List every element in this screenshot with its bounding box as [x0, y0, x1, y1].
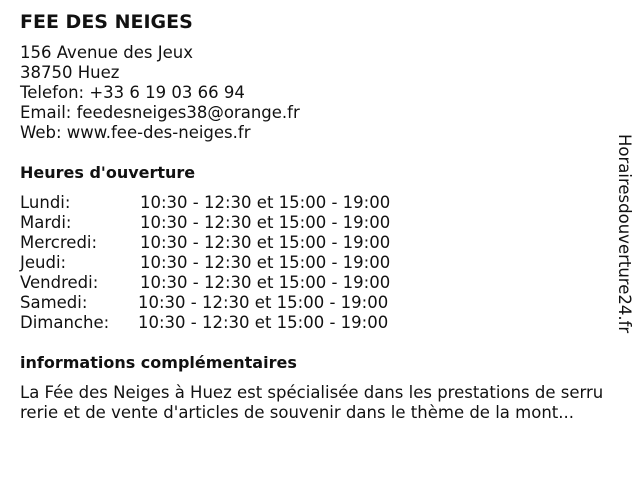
hours-heading: Heures d'ouverture	[20, 163, 196, 182]
web-text: Web: www.fee-des-neiges.fr	[20, 123, 251, 142]
phone-text: Telefon: +33 6 19 03 66 94	[20, 83, 245, 102]
time-range: 10:30 - 12:30 et 15:00 - 19:00	[140, 253, 391, 272]
business-name: FEE DES NEIGES	[20, 11, 193, 33]
day-label: Dimanche:	[20, 313, 110, 332]
time-range: 10:30 - 12:30 et 15:00 - 19:00	[138, 293, 389, 312]
day-label: Lundi:	[20, 193, 71, 212]
address-city: 38750 Huez	[20, 63, 120, 82]
description-line: La Fée des Neiges à Huez est spécialisée dans les prestations de serru	[20, 383, 604, 402]
time-range: 10:30 - 12:30 et 15:00 - 19:00	[138, 313, 389, 332]
email-text: Email: feedesneiges38@orange.fr	[20, 103, 300, 122]
contact-block	[20, 43, 300, 143]
time-range: 10:30 - 12:30 et 15:00 - 19:00	[140, 213, 391, 232]
description-line: rerie et de vente d'articles de souvenir dans le thème de la mont...	[20, 403, 574, 422]
site-watermark: Horairesdouverture24.fr	[615, 134, 634, 334]
time-range: 10:30 - 12:30 et 15:00 - 19:00	[140, 193, 391, 212]
day-label: Mercredi:	[20, 233, 98, 252]
address-street: 156 Avenue des Jeux	[20, 43, 193, 62]
day-label: Mardi:	[20, 213, 72, 232]
description-text	[20, 383, 632, 423]
day-label: Samedi:	[20, 293, 88, 312]
info-heading: informations complémentaires	[20, 353, 297, 372]
day-label: Jeudi:	[20, 253, 67, 272]
time-range: 10:30 - 12:30 et 15:00 - 19:00	[140, 273, 391, 292]
time-range: 10:30 - 12:30 et 15:00 - 19:00	[140, 233, 391, 252]
day-label: Vendredi:	[20, 273, 99, 292]
